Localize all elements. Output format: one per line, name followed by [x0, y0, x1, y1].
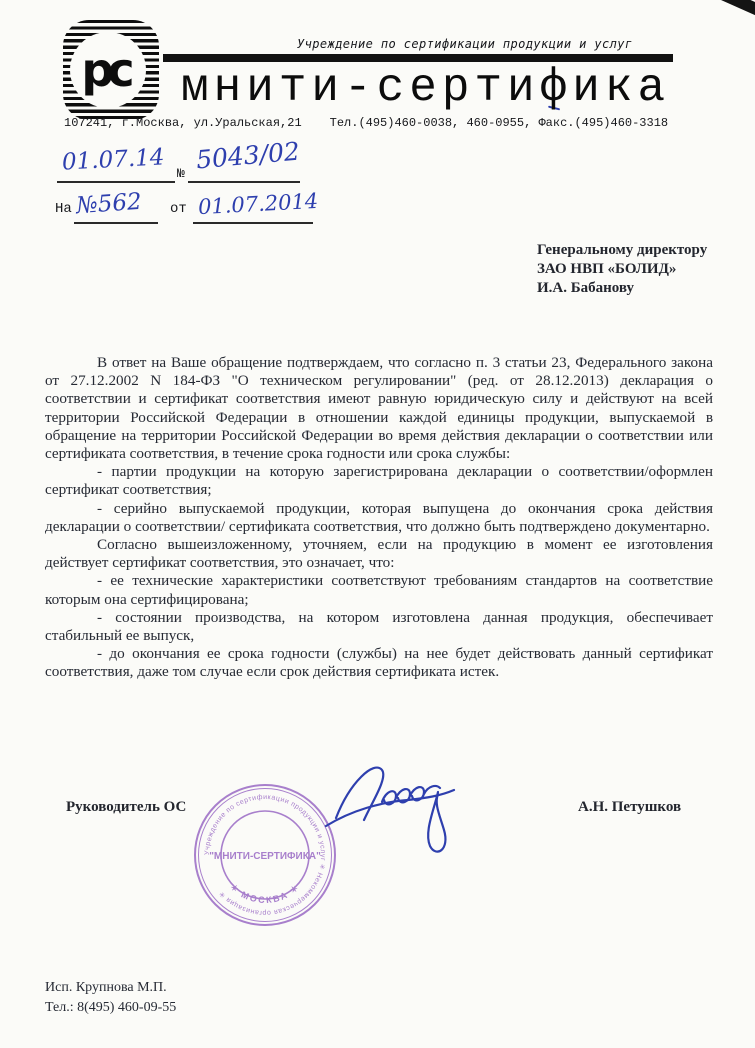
letter-body: [45, 354, 713, 682]
recipient-person: И.А. Бабанову: [537, 279, 635, 296]
body-paragraph: - до окончания ее срока годности (службы) на нее будет действовать данный сертификат соответствия, даже том случае если срок действия сертификата истек.: [45, 645, 713, 681]
org-logo: [63, 20, 159, 120]
signature-autograph: [322, 752, 472, 867]
org-logo-letters: рс: [81, 43, 128, 97]
recipient-position: Генеральному директору: [537, 242, 708, 258]
scan-corner-artifact: [715, 0, 755, 16]
number-sign-label: №: [177, 166, 185, 181]
body-paragraph: Согласно вышеизложенному, уточняем, если на продукцию в момент ее изготовления действует сертификат соответствия, это означает, что:: [45, 536, 713, 572]
outgoing-number-handwritten: 5043/02: [194, 136, 301, 175]
from-label: от: [170, 201, 187, 217]
org-address-line: [64, 116, 668, 130]
executor-line: Исп. Крупнова М.П.: [45, 980, 167, 995]
org-phones: Тел.(495)460-0038, 460-0955, Факс.(495)460-3318: [329, 116, 669, 130]
signer-position-title: Руководитель ОС: [66, 799, 187, 815]
signature-stroke: [326, 790, 454, 826]
incoming-number-underline: [74, 222, 158, 224]
body-paragraph: - состоянии производства, на котором изготовлена данная продукция, обеспечивает стабильный ее выпуск,: [45, 608, 713, 645]
body-paragraph: - партии продукции на которую зарегистрирована декларации о соответствии/оформлен сертификат соответствия;: [45, 463, 713, 499]
incoming-date-handwritten: 01.07.2014: [197, 188, 319, 220]
stamp-bottom-text: ✶ МОСКВА ✶: [228, 881, 302, 906]
executor-phone: Тел.: 8(495) 460-09-55: [45, 999, 177, 1015]
org-logo-circle: [70, 32, 146, 108]
footer-block: [45, 978, 176, 1017]
outgoing-number-underline: [188, 181, 300, 183]
letterhead-divider-bar: [163, 54, 673, 62]
org-name-title: мнити-сертифика: [181, 62, 671, 114]
outgoing-date-underline: [57, 181, 175, 183]
incoming-number-handwritten: №562: [75, 188, 143, 220]
incoming-date-underline: [193, 222, 313, 224]
org-tagline: Учреждение по сертификации продукции и услуг: [297, 37, 633, 51]
body-paragraph: - ее технические характеристики соответствуют требованиям стандартов на соответствие которым она сертифицирована;: [45, 572, 713, 608]
signature-stroke: [336, 768, 383, 820]
body-paragraph: В ответ на Ваше обращение подтверждаем, что согласно п. 3 статьи 23, Федерального закона от 27.12.2002 N 184-ФЗ "О техническом регулировании" (ред. от 28.12.2013) декларация о соответствии и сертификат соответствия имеют равную юридическую силу и действуют на всей территории Российской Федерации в отношении каждой единицы продукции, выпускаемой в обращение на территории Российской Федерации во время действия декларации о соответствии или сертификата соответствия, в течение срока годности или срока службы:: [45, 354, 713, 463]
on-label: На: [55, 201, 72, 217]
signature-stroke: [428, 792, 445, 852]
org-address: 107241, г.Москва, ул.Уральская,21: [64, 116, 302, 130]
recipient-company: ЗАО НВП «БОЛИД»: [537, 260, 677, 277]
signer-name: А.Н. Петушков: [578, 799, 682, 815]
body-paragraph: - серийно выпускаемой продукции, которая выпущена до окончания срока действия декларации о соответствии/ сертификата соответствия, что должно быть подтверждено документарно.: [45, 499, 713, 535]
svg-text:✶ МОСКВА ✶: [228, 882, 302, 905]
stamp-ring-text: Учреждение по сертификации продукции и услуг ✳ Некоммерческая организация ✳: [203, 793, 327, 917]
stamp-center-text: "МНИТИ-СЕРТИФИКА": [209, 851, 321, 862]
recipient-block: [537, 241, 707, 297]
outgoing-date-handwritten: 01.07.14: [61, 144, 166, 176]
round-stamp: [192, 782, 338, 928]
